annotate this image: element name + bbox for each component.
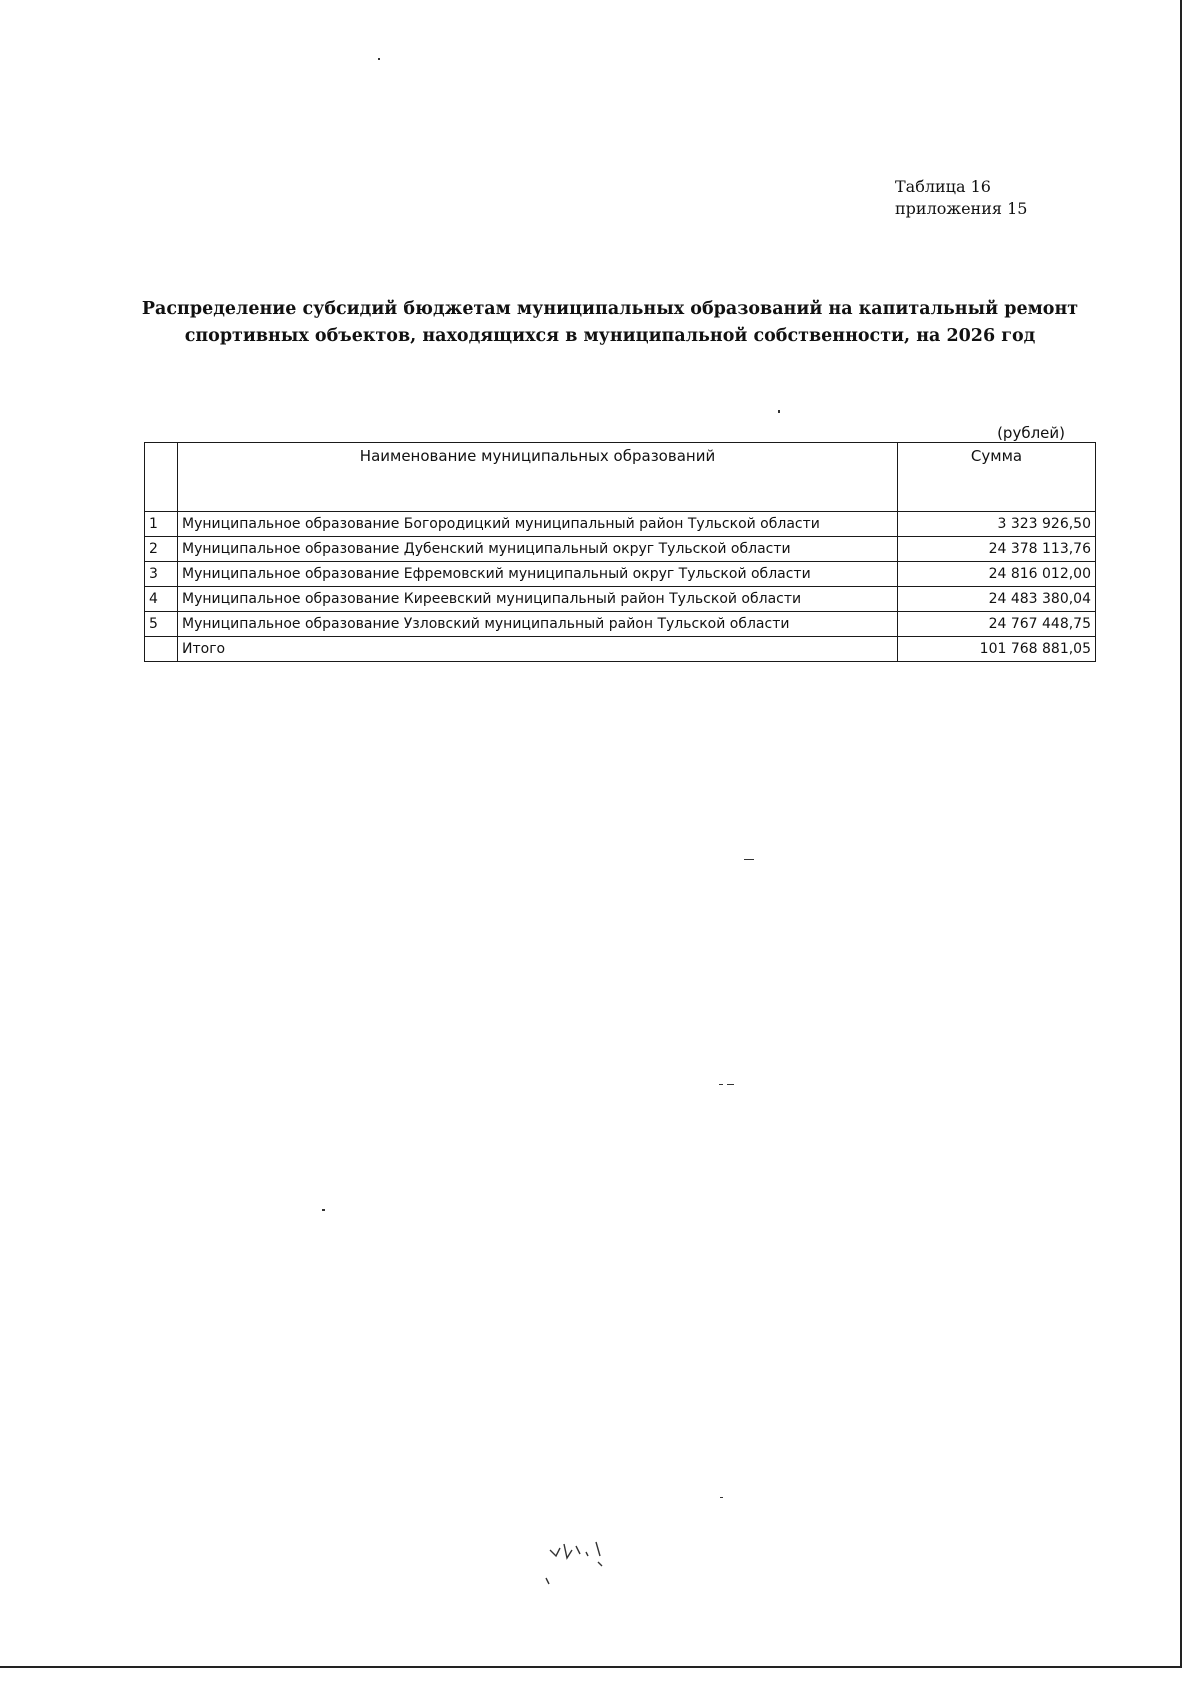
handwritten-scribble-icon [540,1532,640,1592]
subsidy-table [144,442,1096,662]
scan-speck [778,410,780,413]
page-border-right [1180,0,1182,1668]
scan-speck [322,1209,325,1211]
row-name: Муниципальное образование Ефремовский муниципальный округ Тульской области [178,562,898,587]
row-number: 3 [145,562,178,587]
total-sum: 101 768 881,05 [898,637,1096,662]
appendix-number: приложения 15 [895,199,1028,218]
row-number: 2 [145,537,178,562]
total-number [145,637,178,662]
table-number: Таблица 16 [895,177,991,196]
row-name: Муниципальное образование Дубенский муниципальный округ Тульской области [178,537,898,562]
header-number [145,443,178,512]
table-row [145,587,1096,612]
row-name: Муниципальное образование Узловский муниципальный район Тульской области [178,612,898,637]
row-number: 4 [145,587,178,612]
row-sum: 24 816 012,00 [898,562,1096,587]
title-line-1: Распределение субсидий бюджетам муниципальных образований на капитальный ремонт [141,299,1079,319]
title-line-2: спортивных объектов, находящихся в муниципальной собственности, на 2026 год [184,326,1036,346]
row-sum: 24 483 380,04 [898,587,1096,612]
table-row [145,512,1096,537]
header-name: Наименование муниципальных образований [178,443,898,512]
scan-speck [719,1084,723,1085]
page-border-bottom [0,1666,1182,1668]
row-number: 5 [145,612,178,637]
document-reference [895,176,1027,220]
row-name: Муниципальное образование Богородицкий муниципальный район Тульской области [178,512,898,537]
row-sum: 24 767 448,75 [898,612,1096,637]
scan-speck [720,1497,723,1498]
scan-speck [727,1084,734,1085]
scan-speck [378,58,380,60]
header-sum: Сумма [898,443,1096,512]
document-title [130,296,1090,350]
table-total-row [145,637,1096,662]
table-row [145,537,1096,562]
table-row [145,562,1096,587]
row-number: 1 [145,512,178,537]
row-sum: 24 378 113,76 [898,537,1096,562]
total-label: Итого [178,637,898,662]
table-header-row [145,443,1096,512]
units-label: (рублей) [997,424,1065,442]
row-name: Муниципальное образование Киреевский муниципальный район Тульской области [178,587,898,612]
row-sum: 3 323 926,50 [898,512,1096,537]
scan-speck [744,859,754,860]
table-row [145,612,1096,637]
